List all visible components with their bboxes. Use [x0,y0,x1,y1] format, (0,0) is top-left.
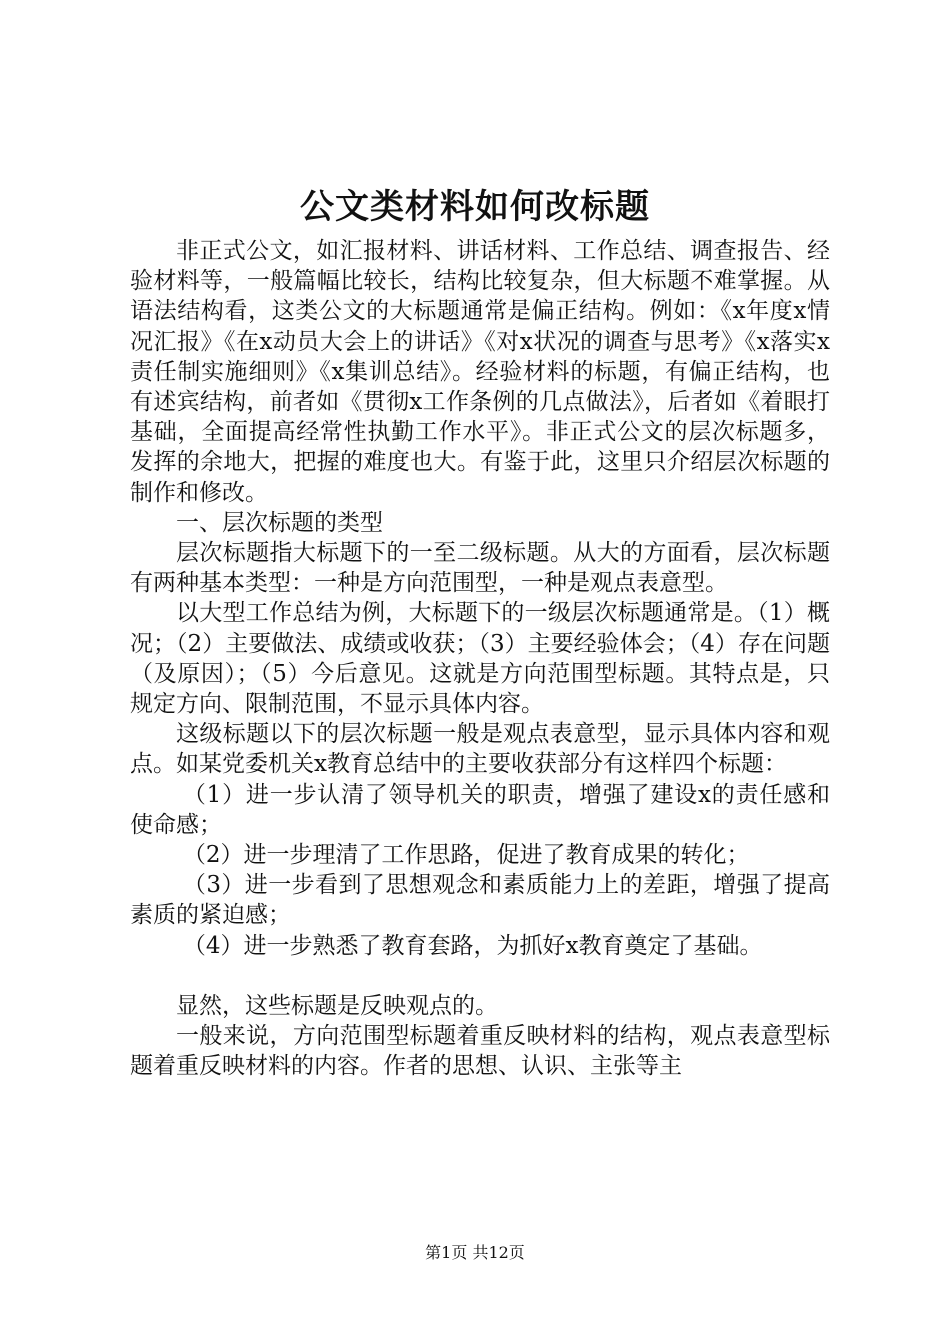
page-number: 第1页 共12页 [425,1243,525,1262]
section-heading: 一、层次标题的类型 [176,509,383,536]
paragraph: 显然，这些标题是反映观点的。 [176,992,498,1019]
paragraph-intro: 非正式公文，如汇报材料、讲话材料、工作总结、调查报告、经验材料等，一般篇幅比较长，结构比较复杂，但大标题不难掌握。从语法结构看，这类公文的大标题通常是偏正结构。例如：《x年度x情况汇报》《在x动员大会上的讲话》《对x状况的调查与思考》《x落实x责任制实施细则》《x集训总结》。经验材料的标题，有偏正结构，也有述宾结构，前者如《贯彻x工作条例的几点做法》，后者如《着眼打基础，全面提高经常性执勤工作水平》。非正式公文的层次标题多，发挥的余地大，把握的难度也大。有鉴于此，这里只介绍层次标题的制作和修改。 [130,238,830,506]
document-body [130,236,830,1081]
list-item: （3）进一步看到了思想观念和素质能力上的差距，增强了提高素质的紧迫感； [130,872,830,929]
list-item: （4）进一步熟悉了教育套路，为抓好x教育奠定了基础。 [182,932,763,959]
paragraph: 这级标题以下的层次标题一般是观点表意型，显示具体内容和观点。如某党委机关x教育总结中的主要收获部分有这样四个标题： [130,721,830,778]
paragraph: 一般来说，方向范围型标题着重反映材料的结构，观点表意型标题着重反映材料的内容。作者的思想、认识、主张等主 [130,1023,830,1080]
paragraph: 以大型工作总结为例，大标题下的一级层次标题通常是。（1）概况；（2）主要做法、成绩或收获；（3）主要经验体会；（4）存在问题（及原因）；（5）今后意见。这就是方向范围型标题。其特点是，只规定方向、限制范围，不显示具体内容。 [130,600,830,718]
list-item: （1）进一步认清了领导机关的职责，增强了建设x的责任感和使命感； [130,781,830,838]
paragraph: 层次标题指大标题下的一至二级标题。从大的方面看，层次标题有两种基本类型：一种是方向范围型，一种是观点表意型。 [130,540,830,597]
list-item: （2）进一步理清了工作思路，促进了教育成果的转化； [182,842,750,869]
document-title: 公文类材料如何改标题 [300,187,650,227]
